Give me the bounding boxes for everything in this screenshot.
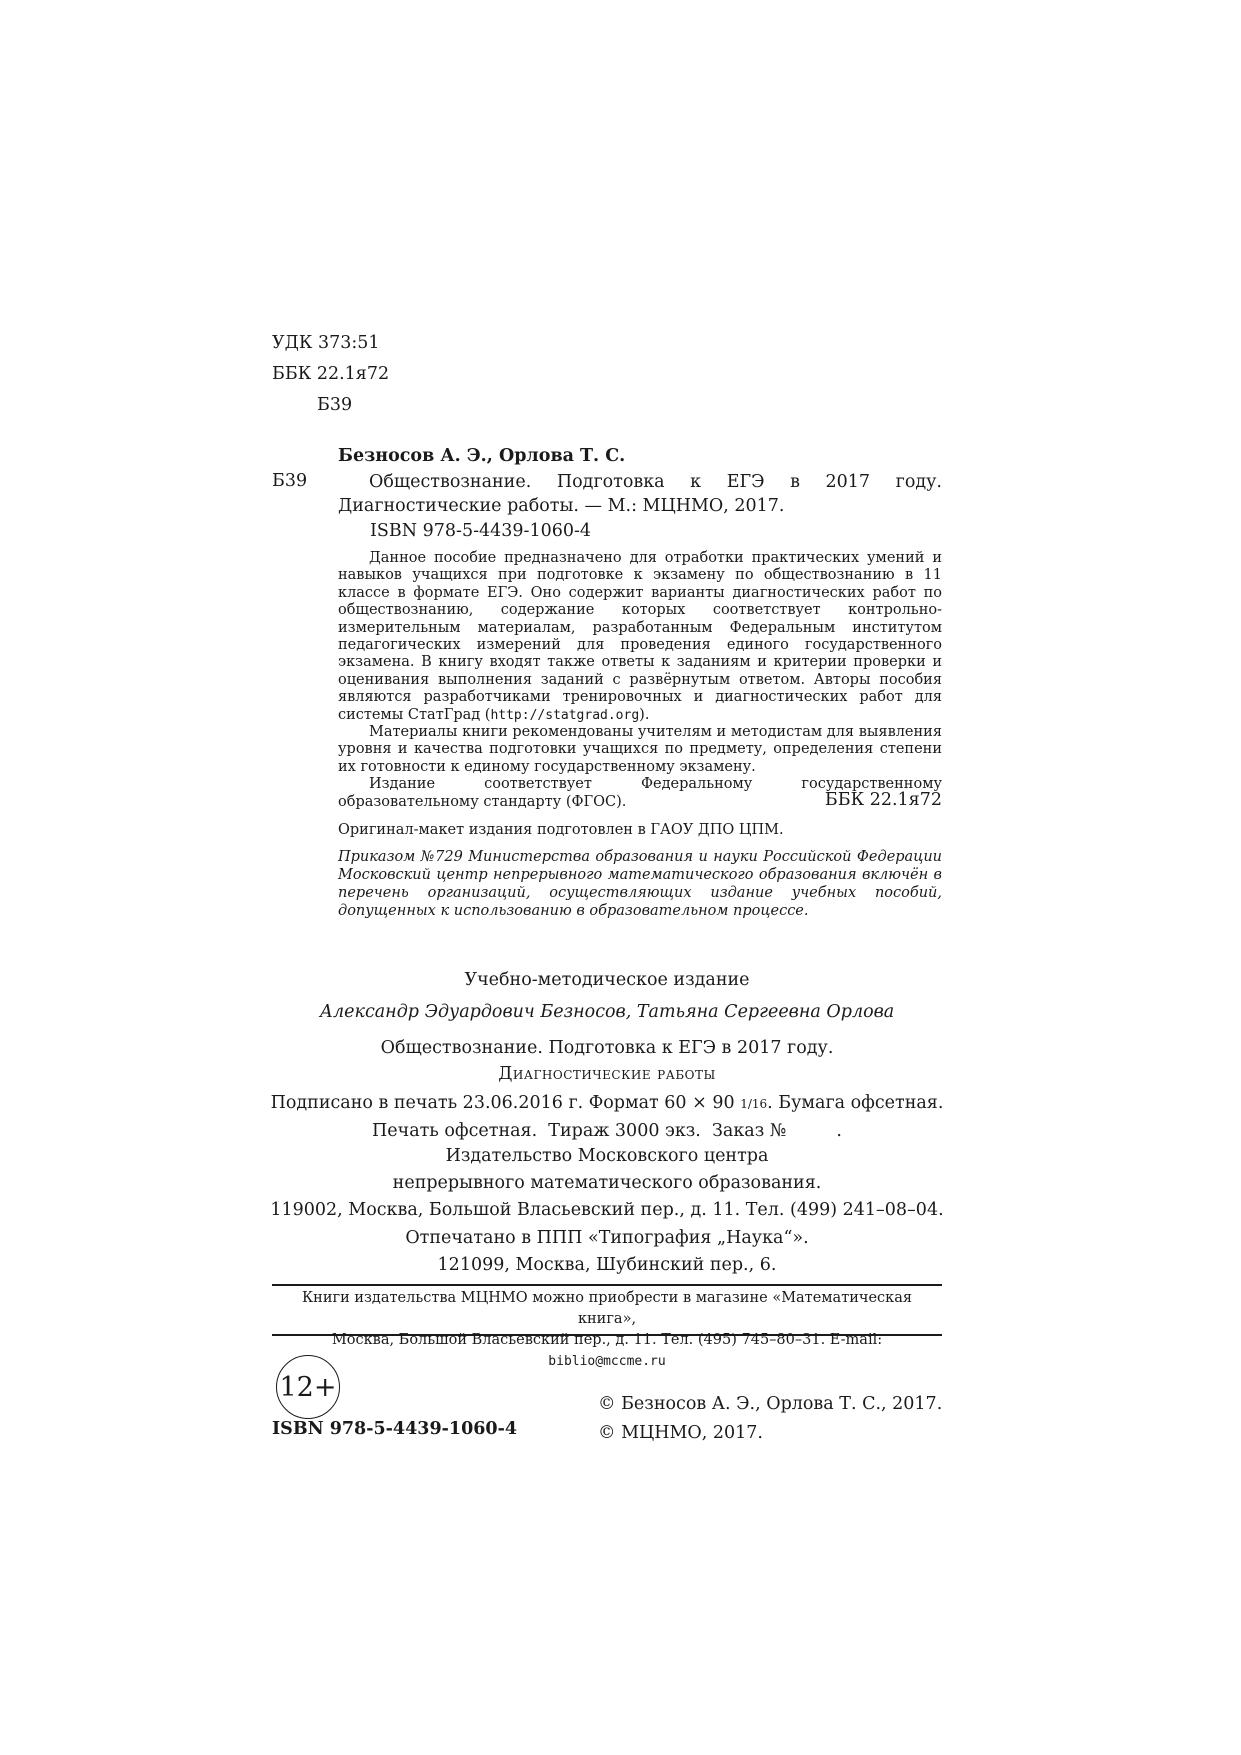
bbk-code: ББК 22.1я72: [272, 364, 390, 384]
original-layout-note: Оригинал-макет издания подготовлен в ГАОУ ДПО ЦПМ.: [338, 822, 784, 838]
copyright-block: [598, 1390, 942, 1448]
divider-bottom: [272, 1334, 942, 1336]
publisher-address: 119002, Москва, Большой Власьевский пер., д. 11. Тел. (499) 241–08–04.: [270, 1200, 944, 1220]
ministry-order-note: Приказом №729 Министерства образования и науки Российской Федерации Московский центр непрерывного математического образования включён в перечень организаций, осуществляющих издание учебных пособий, допущенных к использованию в образовательном процессе.: [338, 849, 942, 919]
annotation-paragraph-3: Издание соответствует Федеральному государственному образовательному стандарту (ФГОС).: [338, 776, 942, 810]
publisher-info: [262, 1143, 952, 1224]
bbk-code-right: ББК 22.1я72: [824, 790, 942, 810]
copyright-publisher: © МЦНМО, 2017.: [598, 1423, 763, 1443]
print-info-line-2: Печать офсетная. Тираж 3000 экз. Заказ № .: [372, 1121, 842, 1141]
age-rating-badge: [276, 1355, 340, 1419]
isbn-top: ISBN 978-5-4439-1060-4: [370, 521, 592, 541]
printer-info: [262, 1225, 952, 1279]
imprint-title: [272, 1035, 942, 1087]
annotation-paragraph-2: Материалы книги рекомендованы учителям и методистам для выявления уровня и качества подготовки учащихся по предмету, определения степени их готовности к единому государственному экзамену.: [338, 724, 942, 775]
print-info-line-1: Подписано в печать 23.06.2016 г. Формат 60 × 90 1/16. Бумага офсетная.: [270, 1093, 944, 1113]
printer-line-1: Отпечатано в ППП «Типография „Наука“».: [405, 1228, 809, 1248]
statgrad-link[interactable]: http://statgrad.org: [490, 707, 640, 723]
imprint-title-line-1: Обществознание. Подготовка к ЕГЭ в 2017 году.: [380, 1038, 834, 1058]
imprint-title-line-2: Диагностические работы: [498, 1064, 716, 1084]
isbn-bottom: ISBN 978-5-4439-1060-4: [272, 1419, 518, 1439]
shop-line-1: Книги издательства МЦНМО можно приобрести в магазине «Математическая книга»,: [301, 1290, 913, 1327]
annotation: [338, 550, 942, 811]
shop-info: [272, 1288, 942, 1372]
authors-full-names: Александр Эдуардович Безносов, Татьяна Сергеевна Орлова: [319, 1002, 895, 1022]
divider-top: [272, 1284, 942, 1286]
classification-codes: [272, 328, 389, 421]
annotation-paragraph-1: Данное пособие предназначено для отработки практических умений и навыков учащихся при подготовке к экзамену по обществознанию в 11 классе в формате ЕГЭ. Оно содержит варианты диагностических работ по обществознанию, содержание которых соответствует контрольно-измерительным материалам, разработанным Федеральным институтом педагогических измерений для проведения единого государственного экзамена. В книгу входят также ответы к заданиям и критерии проверки и оценивания выполнения заданий с развёрнутым ответом. Авторы пособия являются разработчиками тренировочных и диагностических работ для системы СтатГрад (http://statgrad.org).: [338, 550, 942, 723]
shop-line-2: Москва, Большой Власьевский пер., д. 11. Тел. (495) 745–80–31. E-mail: biblio@mccme.ru: [331, 1332, 883, 1369]
publisher-line-1: Издательство Московского центра: [445, 1146, 769, 1166]
age-rating-text: 12+: [279, 1371, 337, 1403]
format-fraction: 1/16: [740, 1097, 768, 1111]
shop-email-link[interactable]: biblio@mccme.ru: [548, 1354, 666, 1369]
edition-type: Учебно-методическое издание: [464, 970, 750, 990]
author-names: Безносов А. Э., Орлова Т. С.: [338, 446, 626, 466]
bibliographic-title: Обществознание. Подготовка к ЕГЭ в 2017 году. Диагностические работы. — М.: МЦНМО, 2017.: [338, 472, 942, 516]
print-info: [262, 1090, 952, 1145]
author-sign-side: Б39: [272, 471, 308, 491]
author-sign: Б39: [317, 395, 353, 415]
printer-address: 121099, Москва, Шубинский пер., 6.: [437, 1255, 777, 1275]
publisher-line-2: непрерывного математического образования.: [392, 1173, 822, 1193]
copyright-authors: © Безносов А. Э., Орлова Т. С., 2017.: [598, 1394, 943, 1414]
udk-code: УДК 373:51: [272, 333, 380, 353]
